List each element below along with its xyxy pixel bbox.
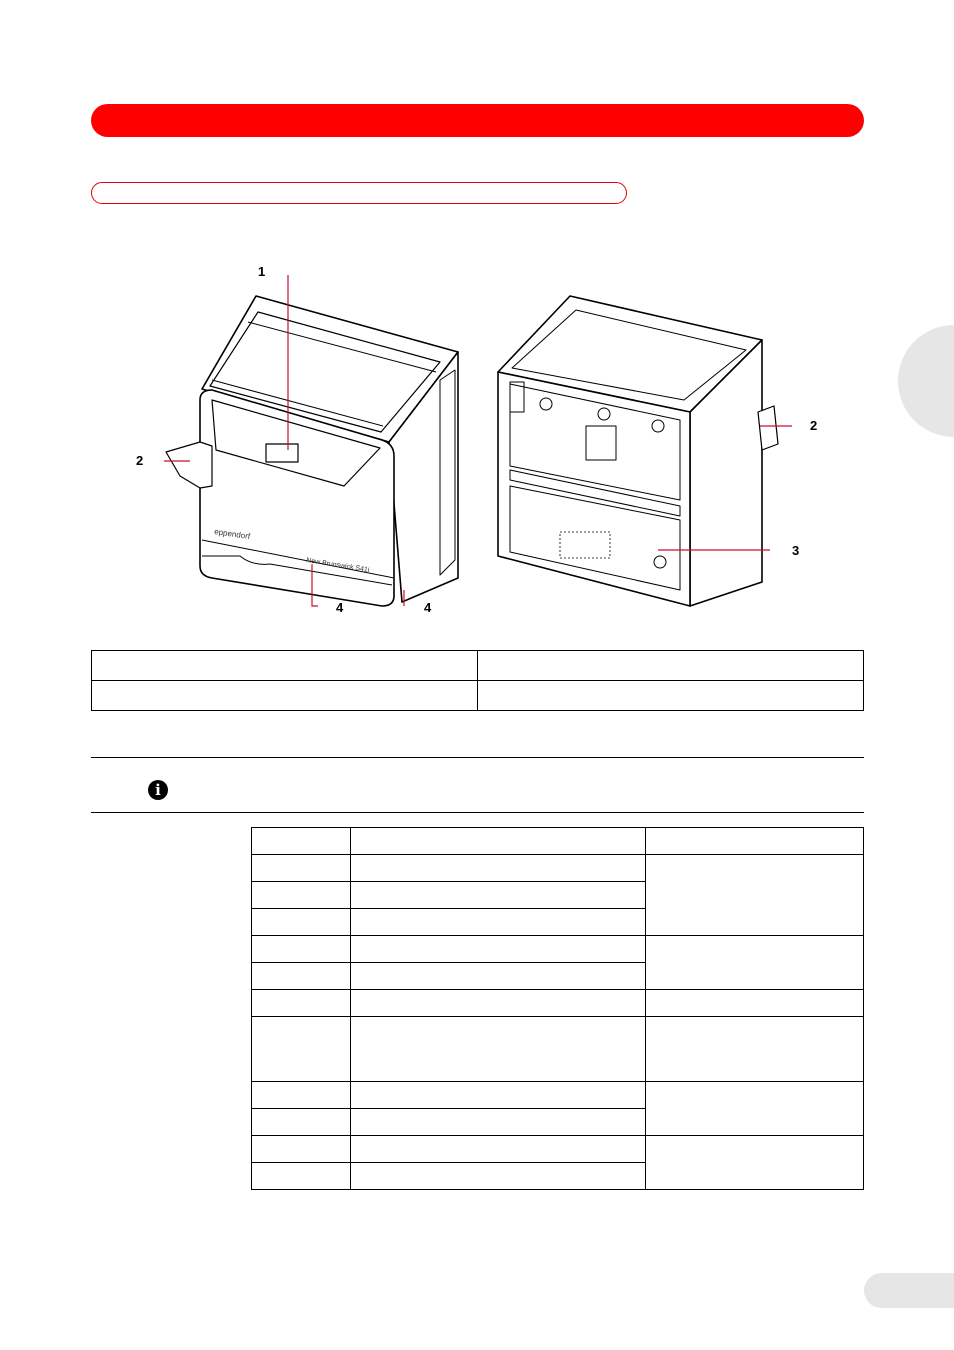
page-number-tab bbox=[864, 1273, 954, 1308]
table-cell bbox=[350, 936, 646, 963]
legend-cell bbox=[478, 651, 864, 681]
table-cell bbox=[646, 1136, 864, 1190]
table-cell bbox=[350, 1082, 646, 1109]
table-row bbox=[252, 936, 864, 963]
front-logo: eppendorf bbox=[213, 527, 251, 541]
table-cell bbox=[350, 855, 646, 882]
legend-cell bbox=[478, 681, 864, 711]
table-cell bbox=[252, 1017, 351, 1082]
table-cell bbox=[252, 882, 351, 909]
callout-4-b: 4 bbox=[424, 600, 432, 615]
callout-2-right: 2 bbox=[810, 418, 818, 433]
figure-legend-table bbox=[91, 650, 864, 711]
legend-cell bbox=[92, 651, 478, 681]
note-bottom-rule bbox=[91, 812, 864, 813]
table-cell bbox=[350, 963, 646, 990]
table-row bbox=[92, 681, 864, 711]
table-cell bbox=[252, 828, 351, 855]
table-cell bbox=[646, 1082, 864, 1136]
table-cell bbox=[350, 990, 646, 1017]
table-row bbox=[92, 651, 864, 681]
table-row bbox=[252, 855, 864, 882]
table-cell bbox=[646, 1017, 864, 1082]
table-cell bbox=[350, 1163, 646, 1190]
table-cell bbox=[252, 909, 351, 936]
table-cell bbox=[350, 1017, 646, 1082]
table-row bbox=[252, 990, 864, 1017]
note-top-rule bbox=[91, 757, 864, 758]
table-cell bbox=[252, 855, 351, 882]
callout-4-a: 4 bbox=[336, 600, 344, 615]
rear-view-device bbox=[498, 296, 778, 606]
table-cell bbox=[646, 990, 864, 1017]
front-model-label: New Brunswick S41i bbox=[305, 557, 370, 574]
table-cell bbox=[252, 1082, 351, 1109]
table-cell bbox=[350, 1109, 646, 1136]
table-cell bbox=[646, 855, 864, 936]
table-row bbox=[252, 1017, 864, 1082]
table-row bbox=[252, 828, 864, 855]
table-cell bbox=[252, 1109, 351, 1136]
callout-2-left: 2 bbox=[136, 453, 144, 468]
callout-1: 1 bbox=[258, 264, 266, 279]
table-cell bbox=[252, 963, 351, 990]
info-icon: i bbox=[148, 780, 168, 800]
device-illustration bbox=[0, 0, 954, 640]
table-cell bbox=[350, 882, 646, 909]
table-row bbox=[252, 1082, 864, 1109]
table-cell bbox=[252, 936, 351, 963]
table-cell bbox=[350, 909, 646, 936]
spec-table bbox=[251, 827, 864, 1190]
callout-3: 3 bbox=[792, 543, 800, 558]
legend-cell bbox=[92, 681, 478, 711]
table-cell bbox=[350, 1136, 646, 1163]
table-row bbox=[252, 1136, 864, 1163]
table-cell bbox=[646, 936, 864, 990]
table-cell bbox=[252, 1136, 351, 1163]
table-cell bbox=[350, 828, 646, 855]
table-cell bbox=[252, 990, 351, 1017]
table-cell bbox=[646, 828, 864, 855]
table-cell bbox=[252, 1163, 351, 1190]
